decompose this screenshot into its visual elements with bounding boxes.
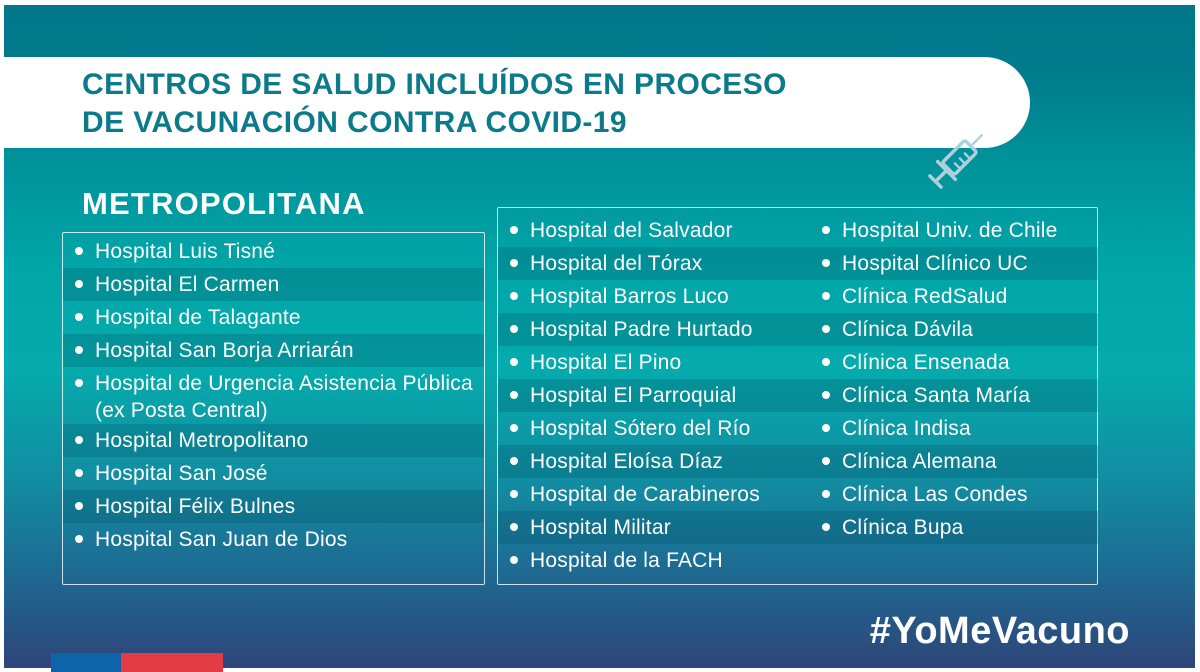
list-item-label: Hospital Metropolitano bbox=[95, 429, 309, 452]
bullet-icon bbox=[75, 502, 83, 510]
bullet-icon bbox=[75, 313, 83, 321]
list-item-label: Hospital El Parroquial bbox=[530, 384, 737, 407]
list-item-label: Hospital de Carabineros bbox=[530, 483, 760, 506]
list-item-label: Hospital Barros Luco bbox=[530, 285, 729, 308]
bullet-icon bbox=[75, 280, 83, 288]
list-item bbox=[810, 280, 1098, 313]
list-item bbox=[63, 424, 484, 457]
list-item bbox=[498, 214, 810, 247]
bullet-icon bbox=[822, 325, 830, 333]
bullet-icon bbox=[822, 424, 830, 432]
list-item bbox=[498, 346, 810, 379]
bullet-icon bbox=[510, 523, 518, 531]
list-item bbox=[63, 235, 484, 268]
bullet-icon bbox=[822, 391, 830, 399]
list-item-label: Hospital El Pino bbox=[530, 351, 682, 374]
list-item-label: Hospital Militar bbox=[530, 516, 671, 539]
list-item bbox=[810, 247, 1098, 280]
list-item bbox=[63, 301, 484, 334]
page-title bbox=[82, 66, 787, 142]
list-item-label: Hospital Luis Tisné bbox=[95, 240, 276, 263]
bullet-icon bbox=[510, 325, 518, 333]
bullet-icon bbox=[510, 391, 518, 399]
list-item bbox=[498, 478, 810, 511]
list-item bbox=[498, 247, 810, 280]
page-title-line1: CENTROS DE SALUD INCLUÍDOS EN PROCESO bbox=[82, 68, 787, 101]
hospital-list-right bbox=[810, 214, 1098, 544]
list-item-label: Hospital Sótero del Río bbox=[530, 417, 751, 440]
syringe-icon bbox=[918, 121, 996, 199]
list-item bbox=[63, 334, 484, 367]
list-item bbox=[810, 214, 1098, 247]
bullet-icon bbox=[75, 469, 83, 477]
list-item-label: Clínica Las Condes bbox=[842, 483, 1028, 506]
list-item bbox=[810, 346, 1098, 379]
page-title-line2: DE VACUNACIÓN CONTRA COVID-19 bbox=[82, 106, 627, 139]
list-item-label: Clínica Santa María bbox=[842, 384, 1031, 407]
bullet-icon bbox=[75, 346, 83, 354]
bullet-icon bbox=[75, 436, 83, 444]
list-item-label: Hospital de la FACH bbox=[530, 549, 723, 572]
list-item-label: Clínica Indisa bbox=[842, 417, 971, 440]
list-item-label: Hospital Clínico UC bbox=[842, 252, 1028, 275]
list-item-label: Clínica Bupa bbox=[842, 516, 964, 539]
chile-flag-logo bbox=[51, 653, 223, 672]
region-title: METROPOLITANA bbox=[82, 186, 366, 221]
list-item-label: Clínica RedSalud bbox=[842, 285, 1008, 308]
list-item-label: Hospital Padre Hurtado bbox=[530, 318, 753, 341]
list-item bbox=[810, 445, 1098, 478]
hospital-list-left bbox=[63, 235, 484, 556]
bullet-icon bbox=[822, 226, 830, 234]
bullet-icon bbox=[510, 556, 518, 564]
bullet-icon bbox=[510, 259, 518, 267]
list-item-label: Clínica Dávila bbox=[842, 318, 974, 341]
bullet-icon bbox=[822, 490, 830, 498]
flag-red-field bbox=[121, 653, 223, 672]
bullet-icon bbox=[510, 226, 518, 234]
bullet-icon bbox=[822, 292, 830, 300]
list-item bbox=[498, 379, 810, 412]
list-item bbox=[63, 367, 484, 424]
list-item bbox=[810, 313, 1098, 346]
list-item bbox=[63, 457, 484, 490]
list-item-label: Hospital Félix Bulnes bbox=[95, 495, 296, 518]
bullet-icon bbox=[75, 535, 83, 543]
list-item-label: Hospital San Juan de Dios bbox=[95, 528, 348, 551]
campaign-hashtag: #YoMeVacuno bbox=[869, 610, 1130, 652]
list-item-label: Clínica Alemana bbox=[842, 450, 997, 473]
list-item-label: Hospital San José bbox=[95, 462, 268, 485]
list-item-label: Hospital del Salvador bbox=[530, 219, 733, 242]
list-item-label: Hospital Eloísa Díaz bbox=[530, 450, 724, 473]
hospital-list-main-box bbox=[497, 207, 1098, 585]
list-item-label: Hospital El Carmen bbox=[95, 273, 280, 296]
header-banner bbox=[0, 57, 1030, 148]
list-item-label: Hospital del Tórax bbox=[530, 252, 703, 275]
bullet-icon bbox=[822, 259, 830, 267]
list-item-label: Hospital San Borja Arriarán bbox=[95, 339, 354, 362]
bullet-icon bbox=[510, 358, 518, 366]
list-item-label: Clínica Ensenada bbox=[842, 351, 1010, 374]
bullet-icon bbox=[510, 292, 518, 300]
bullet-icon bbox=[822, 358, 830, 366]
list-item bbox=[498, 313, 810, 346]
list-item bbox=[63, 268, 484, 301]
list-item bbox=[63, 523, 484, 556]
list-item bbox=[498, 511, 810, 544]
bullet-icon bbox=[822, 457, 830, 465]
bullet-icon bbox=[510, 490, 518, 498]
list-item bbox=[498, 445, 810, 478]
flag-blue-field bbox=[51, 653, 121, 672]
bullet-icon bbox=[75, 247, 83, 255]
list-item bbox=[498, 544, 810, 577]
list-item bbox=[498, 412, 810, 445]
list-item bbox=[63, 490, 484, 523]
list-item-label: Hospital Univ. de Chile bbox=[842, 219, 1058, 242]
list-item bbox=[498, 280, 810, 313]
bullet-icon bbox=[822, 523, 830, 531]
list-item-label: Hospital de Urgencia Asistencia Pública (ex Posta Central) bbox=[95, 372, 473, 422]
list-item bbox=[810, 379, 1098, 412]
bullet-icon bbox=[510, 424, 518, 432]
bullet-icon bbox=[75, 379, 83, 387]
list-item bbox=[810, 412, 1098, 445]
bullet-icon bbox=[510, 457, 518, 465]
hospital-list-middle bbox=[498, 214, 810, 577]
hospital-list-left-box bbox=[62, 232, 485, 585]
list-item bbox=[810, 478, 1098, 511]
list-item-label: Hospital de Talagante bbox=[95, 306, 301, 329]
list-item bbox=[810, 511, 1098, 544]
